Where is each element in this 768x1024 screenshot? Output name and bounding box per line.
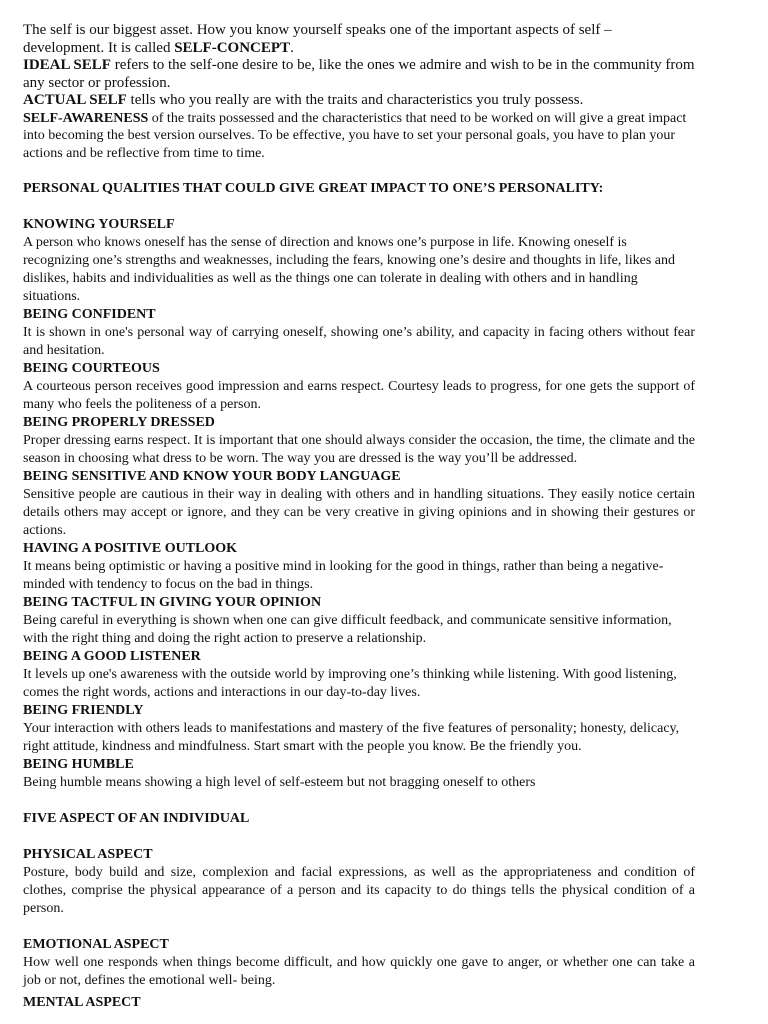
quality-title: BEING CONFIDENT [23, 307, 156, 322]
quality-text: It means being optimistic or having a positive mind in looking for the good in things, rather than being a negative-minded with tendency to focus on the bad in things. [23, 559, 664, 592]
qualities-heading: PERSONAL QUALITIES THAT COULD GIVE GREAT IMPACT TO ONE’S PERSONALITY: [23, 181, 604, 196]
aspects-heading: FIVE ASPECT OF AN INDIVIDUAL [23, 811, 250, 826]
quality-title: BEING A GOOD LISTENER [23, 649, 201, 664]
aspect-text: Posture, body build and size, complexion and facial expressions, as well as the appropriateness and condition of clothes, comprise the physical appearance of a person and its capacity to do things tells the physical condition of a person. [23, 865, 695, 916]
quality-text: Your interaction with others leads to manifestations and mastery of the five features of personality; honesty, delicacy, right attitude, kindness and mindfulness. Start smart with the people you know. Be the friendly you. [23, 721, 680, 754]
ideal-self-text: refers to the self-one desire to be, like the ones we admire and wish to be in the community from any sector or profession. [23, 57, 695, 91]
quality-text: A courteous person receives good impression and earns respect. Courtesy leads to progress, for one gets the support of many who feels the politeness of a person. [23, 379, 695, 412]
self-awareness-term: SELF-AWARENESS [23, 110, 149, 126]
quality-text: Being humble means showing a high level of self-esteem but not bragging oneself to others [23, 775, 536, 790]
quality-title: BEING PROPERLY DRESSED [23, 415, 215, 430]
quality-title: BEING SENSITIVE AND KNOW YOUR BODY LANGUAGE [23, 469, 401, 484]
aspect-title: PHYSICAL ASPECT [23, 847, 153, 862]
quality-title: HAVING A POSITIVE OUTLOOK [23, 541, 238, 556]
self-concept-term: SELF-CONCEPT [174, 39, 291, 56]
quality-title: KNOWING YOURSELF [23, 217, 175, 232]
quality-text: Being careful in everything is shown when one can give difficult feedback, and communicate sensitive information, with the right thing and doing the right action to preserve a relationship. [23, 613, 672, 646]
quality-text: It is shown in one's personal way of carrying oneself, showing one’s ability, and capacity in facing others without fear and hesitation. [23, 325, 695, 358]
quality-title: BEING HUMBLE [23, 757, 134, 772]
intro-end: . [290, 39, 294, 56]
actual-self-term: ACTUAL SELF [23, 92, 127, 108]
actual-self-paragraph [23, 92, 695, 110]
self-awareness-text: of the traits possessed and the characteristics that need to be worked on will give a great impact into becoming the best version ourselves. To be effective, you have to set your personal goals, you have to plan your actions and be reflective from time to time. [23, 110, 687, 161]
quality-text: Proper dressing earns respect. It is important that one should always consider the occasion, the time, the climate and the season in choosing what dress to be worn. The way you are dressed is the way you’ll be addressed. [23, 433, 695, 466]
self-awareness-paragraph [23, 110, 695, 163]
quality-text: Sensitive people are cautious in their way in dealing with others and in handling situations. They easily notice certain details others may accept or ignore, and they can be very creative in giving opinions and in showing their gestures or actions. [23, 487, 695, 538]
actual-self-text: tells who you really are with the traits and characteristics you truly possess. [126, 92, 584, 108]
ideal-self-term: IDEAL SELF [23, 57, 111, 73]
aspect-text: How well one responds when things become difficult, and how quickly one gave to anger, or whether one can take a job or not, defines the emotional well- being. [23, 955, 695, 988]
quality-title: BEING TACTFUL IN GIVING YOUR OPINION [23, 595, 322, 610]
aspect-title: MENTAL ASPECT [23, 995, 141, 1010]
aspect-title: EMOTIONAL ASPECT [23, 937, 169, 952]
quality-title: BEING FRIENDLY [23, 703, 144, 718]
document-page [23, 22, 695, 1012]
ideal-self-paragraph [23, 57, 695, 92]
quality-text: It levels up one's awareness with the outside world by improving one’s thinking while listening. With good listening, comes the right words, actions and interactions in our day-to-day lives. [23, 667, 677, 700]
quality-title: BEING COURTEOUS [23, 361, 160, 376]
quality-text: A person who knows oneself has the sense of direction and knows one’s purpose in life. Knowing oneself is recognizing one’s strengths and weaknesses, including the fears, knowing one’s desire and thoughts in life, likes and dislikes, habits and individualities as well as the things one can tolerate in dealing with others and in handling situations. [23, 235, 676, 304]
intro-text: The self is our biggest asset. How you know yourself speaks one of the important aspects of self – development. It is called [23, 22, 612, 56]
intro-self-concept [23, 22, 695, 57]
